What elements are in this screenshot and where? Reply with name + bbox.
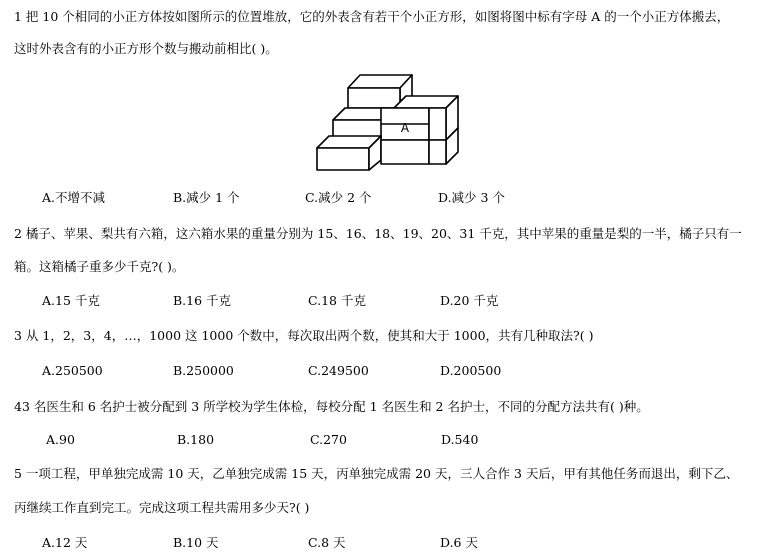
option-c[interactable]: C.270 [310, 432, 347, 447]
option-d[interactable]: D.减少 3 个 [438, 190, 505, 205]
option-b[interactable]: B.180 [177, 432, 215, 447]
option-a[interactable]: A.不增不减 [42, 190, 106, 205]
question-1-line-1: 1 把 10 个相同的小正方体按如图所示的位置堆放，它的外表含有若干个小正方形，如图将图中标有字母 A 的一个小正方体搬去， [14, 9, 730, 24]
cube-stack-figure [300, 70, 470, 178]
option-a[interactable]: A.15 千克 [42, 293, 100, 308]
option-b[interactable]: B.250000 [173, 363, 234, 378]
option-d[interactable]: D.20 千克 [440, 293, 499, 308]
question-1-options [0, 189, 768, 207]
question-3-options [0, 362, 768, 380]
question-2-options [0, 292, 768, 310]
question-4-line-1: 43 名医生和 6 名护士被分配到 3 所学校为学生体检，每校分配 1 名医生和 2 名护士，不同的分配方法共有( )种。 [14, 399, 649, 414]
question-2-line-1: 2 橘子、苹果、梨共有六箱，这六箱水果的重量分别为 15、16、18、19、20、31 千克，其中苹果的重量是梨的一半，橘子只有一 [14, 226, 742, 241]
option-a[interactable]: A.250500 [42, 363, 103, 378]
question-4-options [0, 431, 768, 449]
option-c[interactable]: C.8 天 [308, 535, 346, 550]
option-d[interactable]: D.200500 [440, 363, 502, 378]
option-c[interactable]: C.18 千克 [308, 293, 366, 308]
option-b[interactable]: B.减少 1 个 [173, 190, 240, 205]
question-5-options [0, 534, 768, 552]
question-5-line-1: 5 一项工程，甲单独完成需 10 天，乙单独完成需 15 天，丙单独完成需 20 天，三人合作 3 天后，甲有其他任务而退出，剩下乙、 [14, 466, 739, 481]
option-b[interactable]: B.16 千克 [173, 293, 232, 308]
option-a[interactable]: A.90 [46, 432, 75, 447]
question-2-line-2: 箱。这箱橘子重多少千克?( )。 [14, 259, 185, 274]
question-3-line-1: 3 从 1，2，3，4，…，1000 这 1000 个数中，每次取出两个数，使其和大于 1000，共有几种取法?( ) [14, 328, 594, 343]
question-1-line-2: 这时外表含有的小正方形个数与搬动前相比( )。 [14, 41, 278, 56]
option-d[interactable]: D.540 [441, 432, 479, 447]
option-c[interactable]: C.减少 2 个 [305, 190, 372, 205]
question-5-line-2: 丙继续工作直到完工。完成这项工程共需用多少天?( ) [14, 500, 310, 515]
option-c[interactable]: C.249500 [308, 363, 369, 378]
option-b[interactable]: B.10 天 [173, 535, 219, 550]
option-d[interactable]: D.6 天 [440, 535, 478, 550]
option-a[interactable]: A.12 天 [42, 535, 88, 550]
cube-a-label: A [400, 121, 410, 135]
